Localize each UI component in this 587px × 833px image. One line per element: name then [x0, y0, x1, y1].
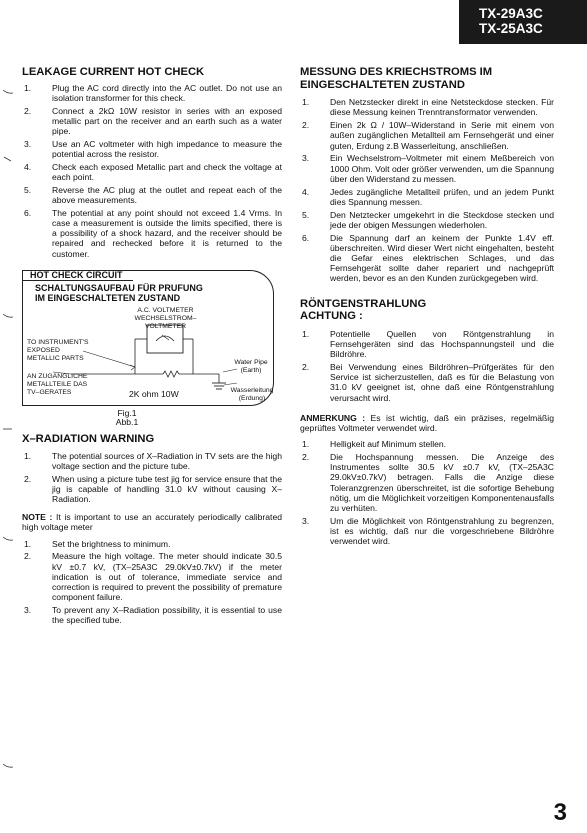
- list-item: [22, 551, 282, 602]
- model-number-25: TX-25A3C: [479, 21, 543, 36]
- list-item: [300, 233, 554, 284]
- list-item: [300, 452, 554, 513]
- xray-title: X–RADIATION WARNING: [22, 433, 155, 445]
- item-text: Jedes zugängliche Metallteil prüfen, und an jedem Punkt dies Spannung messen.: [330, 186, 554, 207]
- item-text: Check each exposed Metallic part and check the voltage at each point.: [52, 161, 282, 182]
- item-number: 5.: [302, 209, 310, 220]
- list-item: [22, 106, 282, 137]
- item-number: 6.: [24, 207, 32, 218]
- margin-mark: [3, 426, 13, 434]
- list-item: [300, 187, 554, 207]
- list-item: [22, 185, 282, 205]
- hot-check-title: HOT CHECK CIRCUIT: [30, 269, 123, 280]
- list-item: [300, 97, 554, 117]
- item-text: Ein Wechselstrom–Voltmeter mit einem Meßbereich von 1000 Ohm. Volt oder größer verwenden, um die Spannung über den Widerstand zu messen.: [330, 153, 554, 184]
- item-number: 2.: [24, 105, 32, 116]
- left-column: [22, 66, 282, 628]
- instrument-label: TO INSTRUMENT'S EXPOSED METALLIC PARTS: [27, 338, 89, 362]
- list-item: [22, 83, 282, 103]
- item-text: Helligkeit auf Minimum stellen.: [330, 439, 447, 450]
- note-list: [22, 539, 282, 626]
- item-number: 4.: [24, 161, 32, 172]
- item-text: The potential at any point should not exceed 1.4 Vrms. In case a measurement is outside the limits specified, there is a possibility of a shock hazard, and the receiver should be repaired and rechecked before it is returned to the customer.: [52, 207, 282, 259]
- margin-mark: [3, 762, 13, 770]
- hot-check-circuit-diagram: [22, 270, 274, 406]
- list-item: [300, 439, 554, 449]
- leakage-title: LEAKAGE CURRENT HOT CHECK: [22, 66, 205, 78]
- circuit-schematic: [23, 271, 275, 407]
- item-number: 3.: [302, 153, 310, 164]
- item-text: Connect a 2kΩ 10W resistor in series with an exposed metallic part on the receiver and an earth such as a water pipe.: [52, 105, 282, 136]
- wasserleitung-label: Wasserleitung (Erdung): [230, 386, 274, 402]
- list-item: [22, 539, 282, 549]
- item-number: 2.: [24, 473, 32, 484]
- item-number: 1.: [24, 538, 32, 549]
- list-item: [300, 362, 554, 403]
- list-item: [300, 329, 554, 360]
- messung-title: MESSUNG DES KRIECHSTROMS IM EINGESCHALTETEN ZUSTAND: [300, 66, 493, 91]
- voltmeter-label: A.C. VOLTMETER WECHSELSTROM–VOLTMETER: [134, 306, 197, 330]
- item-text: Die Hochspannung messen. Die Anzeige des Instrumentes sollte 30.5 kV ±0.7 kV, (TX–25A3C 29.0kV±0.7kV) betragen. Falls die Anzige diese Toleranzgrenzen überschreitet, ist die sofortige Behebung nötig, um die Möglichkeit vorzeitigen Komponentenausfalls zu verhüten.: [330, 452, 554, 514]
- item-number: 3.: [24, 605, 32, 616]
- item-number: 3.: [302, 515, 310, 526]
- margin-mark: [3, 312, 13, 320]
- item-number: 3.: [24, 138, 32, 149]
- anmerkung-list: [300, 439, 554, 546]
- item-number: 1.: [24, 450, 32, 461]
- anmerkung-paragraph: ANMERKUNG : Es ist wichtig, daß ein präzises, regelmäßig geprüftes Voltmeter verwendet wird.: [300, 412, 554, 434]
- rontgen-list: [300, 329, 554, 403]
- item-number: 2.: [302, 452, 310, 463]
- item-text: Um die Möglichkeit von Röntgenstrahlung zu begrenzen, ist es wichtig, daß nur die vorgeschriebene Bildröhre verwendet wird.: [330, 515, 554, 547]
- list-item: [300, 210, 554, 230]
- item-number: 2.: [302, 120, 310, 131]
- list-item: [22, 162, 282, 182]
- item-number: 1.: [24, 82, 32, 93]
- item-text: Den Netzstecker direkt in eine Netsteckdose stecken. Für diese Messung keinen Trenntransformator verwenden.: [330, 97, 554, 118]
- water-pipe-label: Water Pipe (Earth): [234, 358, 268, 374]
- list-item: [300, 516, 554, 547]
- metal-parts-label: AN ZUGANGLICHE METALLTEILE DAS TV–GERATES: [27, 372, 88, 396]
- item-number: 5.: [24, 184, 32, 195]
- item-number: 2.: [302, 362, 310, 372]
- item-text: Use an AC voltmeter with high impedance to measure the potential across the resistor.: [52, 138, 282, 159]
- list-item: [300, 120, 554, 151]
- note-paragraph: NOTE : It is important to use an accurately periodically calibrated high voltage meter: [22, 512, 283, 533]
- item-number: 1.: [302, 439, 310, 450]
- item-text: Plug the AC cord directly into the AC outlet. Do not use an isolation transformer for this check.: [52, 82, 282, 103]
- item-number: 2.: [24, 551, 32, 562]
- item-number: 1.: [302, 97, 310, 108]
- item-text: Die Spannung darf an keinem der Punkte 1.4V eff. überschreiten. Wird dieser Wert nicht eingehalten, besteht die Gefar eines elektrischen Schlages, und das Fernsehgerät sollte daher repariert und nachgeprüft werden, bevor es an den Kunden zurückgegeben wird.: [330, 232, 554, 284]
- item-text: Set the brightness to minimum.: [52, 538, 171, 549]
- item-text: When using a picture tube test jig for service ensure that the jig is capable of handling 31.0 kV without causing X–Radiation.: [52, 473, 282, 504]
- item-number: 1.: [302, 328, 310, 339]
- hot-check-subtitle: SCHALTUNGSAUFBAU FÜR PRUFUNG IM EINGESCHALTETEN ZUSTAND: [35, 282, 203, 303]
- page-number: 3: [553, 799, 567, 826]
- item-text: Reverse the AC plug at the outlet and repeat each of the above measurements.: [52, 184, 282, 205]
- list-item: [22, 208, 282, 259]
- resistor-label: 2K ohm 10W: [129, 388, 179, 399]
- item-text: Potentielle Quellen von Röntgenstrahlung in Fernsehgeräten sind das Hochspannungsteil und die Bildröhre.: [330, 328, 554, 360]
- leakage-list: [22, 83, 282, 259]
- margin-mark: [3, 156, 13, 164]
- list-item: [22, 474, 282, 505]
- messung-list: [300, 97, 554, 283]
- list-item: [22, 605, 282, 625]
- item-text: The potential sources of X–Radiation in TV sets are the high voltage section and the picture tube.: [52, 450, 282, 471]
- item-number: 4.: [302, 186, 310, 197]
- model-number-box: [459, 0, 587, 44]
- figure-caption: Fig.1 Abb.1: [115, 407, 139, 428]
- rontgen-title: RÖNTGENSTRAHLUNG ACHTUNG :: [300, 297, 427, 323]
- list-item: [22, 139, 282, 159]
- list-item: [300, 153, 554, 184]
- model-number-29: TX-29A3C: [479, 6, 543, 21]
- item-text: Einen 2k Ω / 10W–Widerstand in Serie mit einem von außen zugänglichen Metallteil am Fernsehgerät und einer guten, Erdung z.B Wasserleitung, anschließen.: [330, 120, 554, 151]
- margin-mark: [3, 535, 13, 543]
- list-item: [22, 451, 282, 471]
- xray-list: [22, 451, 282, 505]
- item-text: Den Netztecker umgekehrt in die Steckdose stecken und jede der obigen Messungen wiederholen.: [330, 209, 554, 230]
- item-text: Measure the high voltage. The meter should indicate 30.5 kV ±0.7 kV, (TX–25A3C 29.0kV±0.7kV) if the meter indication is out of tolerance, immediate service and correction is required to prevent the possibility of premature component failure.: [52, 551, 282, 603]
- right-column: [300, 66, 554, 549]
- item-text: Bei Verwendung eines Bildröhren–Prüfgerätes für den Service ist sicherzustellen, daß es für die Belastung von 31.0 kV geeignet ist, ohne daß eine Röntgenstrahlung verursacht wird.: [330, 362, 554, 403]
- item-number: 6.: [302, 232, 310, 243]
- item-text: To prevent any X–Radiation possibility, it is essential to use the specified tube.: [52, 605, 282, 626]
- margin-mark: [3, 88, 13, 96]
